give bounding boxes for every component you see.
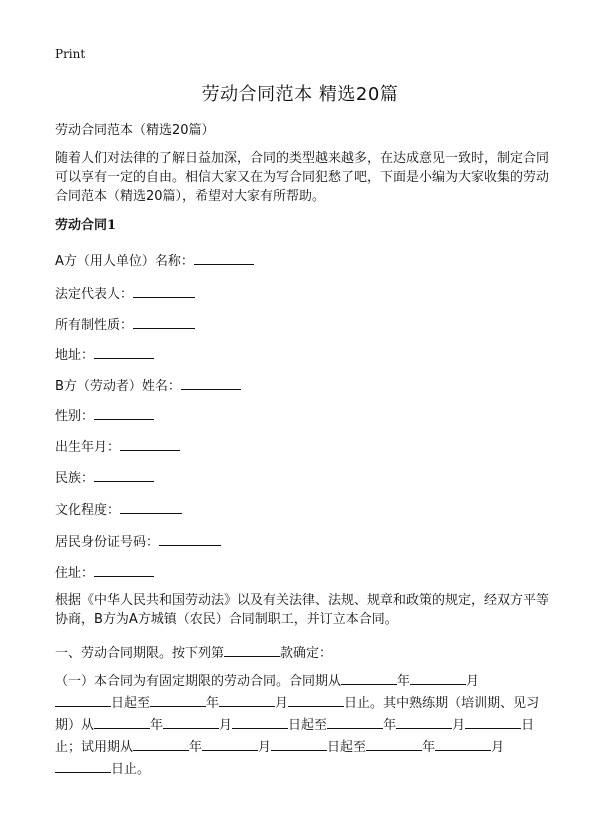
clause-text: （一）本合同为有固定期限的劳动合同。合同期从	[55, 674, 342, 689]
field-label: 住址：	[55, 566, 95, 581]
clause-text: 日止。	[111, 762, 151, 777]
blank-line	[288, 693, 344, 707]
clause-text: 其中熟练期（培训期、见习期）从	[55, 696, 540, 733]
blank-line	[94, 469, 154, 482]
clause-text: 月	[466, 674, 480, 689]
blank-line	[465, 715, 521, 729]
print-label[interactable]: Print	[55, 47, 86, 61]
term-line	[55, 642, 332, 661]
clause-text: 日起至	[327, 740, 367, 755]
field-education	[55, 499, 182, 518]
blank-line	[219, 693, 275, 707]
blank-line	[194, 252, 254, 265]
blank-line	[150, 693, 206, 707]
field-residence	[55, 562, 154, 581]
field-label: A方（用人单位）名称：	[55, 254, 194, 269]
field-address	[55, 344, 154, 363]
basis-paragraph: 根据《中华人民共和国劳动法》以及有关法律、法规、规章和政策的规定，经双方平等协商，B方为A方城镇（农民）合同制职工，并订立本合同。	[55, 593, 550, 627]
blank-line	[181, 377, 241, 390]
field-id-number	[55, 531, 221, 550]
blank-line	[120, 438, 180, 451]
document-subtitle: 劳动合同范本（精选20篇）	[55, 123, 215, 138]
clause-text: 月	[275, 696, 289, 711]
field-label: 所有制性质：	[55, 318, 134, 333]
clause-text: 月	[452, 718, 466, 733]
blank-line	[410, 671, 466, 685]
section-heading: 劳动合同1	[55, 218, 117, 233]
clause-text: 年	[383, 718, 397, 733]
intro-paragraph: 随着人们对法律的了解日益加深，合同的类型越来越多，在达成意见一致时，制定合同可以享有一定的自由。相信大家又在为写合同犯愁了吧，下面是小编为大家收集的劳动合同范本（精选20篇），希望对大家有所帮助。	[55, 151, 550, 204]
blank-line	[120, 501, 182, 514]
clause-text: 月	[491, 740, 505, 755]
clause-text: 日止。	[344, 696, 384, 711]
fixed-term-clause	[55, 671, 550, 781]
field-worker-name	[55, 375, 241, 394]
field-label: 出生年月：	[55, 440, 121, 455]
blank-line	[133, 285, 195, 298]
field-label: 性别：	[55, 409, 95, 424]
blank-line	[224, 644, 280, 657]
blank-line	[55, 693, 111, 707]
blank-line	[341, 671, 397, 685]
clause-text: 日止；试用期从	[55, 718, 535, 755]
field-ethnicity	[55, 467, 154, 486]
clause-text: 年	[150, 718, 164, 733]
blank-line	[232, 715, 288, 729]
field-gender	[55, 405, 154, 424]
clause-text: 年	[422, 740, 436, 755]
blank-line	[202, 737, 258, 751]
field-ownership	[55, 314, 195, 333]
blank-line	[55, 759, 111, 773]
term-suffix: 款确定：	[280, 646, 333, 661]
field-label: B方（劳动者）姓名：	[55, 379, 181, 394]
page-title: 劳动合同范本 精选20篇	[201, 84, 399, 105]
blank-line	[133, 737, 189, 751]
field-birth-date	[55, 436, 180, 455]
blank-line	[366, 737, 422, 751]
blank-line	[435, 737, 491, 751]
blank-line	[271, 737, 327, 751]
blank-line	[133, 316, 195, 329]
field-legal-representative	[55, 283, 195, 302]
clause-text: 年	[397, 674, 411, 689]
blank-line	[94, 346, 154, 359]
term-prefix: 一、劳动合同期限。按下列第	[55, 646, 225, 661]
blank-line	[327, 715, 383, 729]
field-employer-name	[55, 250, 254, 269]
field-label: 文化程度：	[55, 503, 121, 518]
blank-line	[94, 407, 154, 420]
clause-text: 日起至	[288, 718, 328, 733]
blank-line	[94, 715, 150, 729]
clause-text: 年	[189, 740, 203, 755]
clause-text: 年	[206, 696, 220, 711]
blank-line	[159, 533, 221, 546]
field-label: 民族：	[55, 471, 95, 486]
field-label: 法定代表人：	[55, 287, 134, 302]
field-label: 居民身份证号码：	[55, 535, 160, 550]
clause-text: 日起至	[111, 696, 151, 711]
blank-line	[396, 715, 452, 729]
clause-text: 月	[258, 740, 272, 755]
clause-text: 月	[219, 718, 233, 733]
field-label: 地址：	[55, 348, 95, 363]
blank-line	[94, 564, 154, 577]
blank-line	[163, 715, 219, 729]
